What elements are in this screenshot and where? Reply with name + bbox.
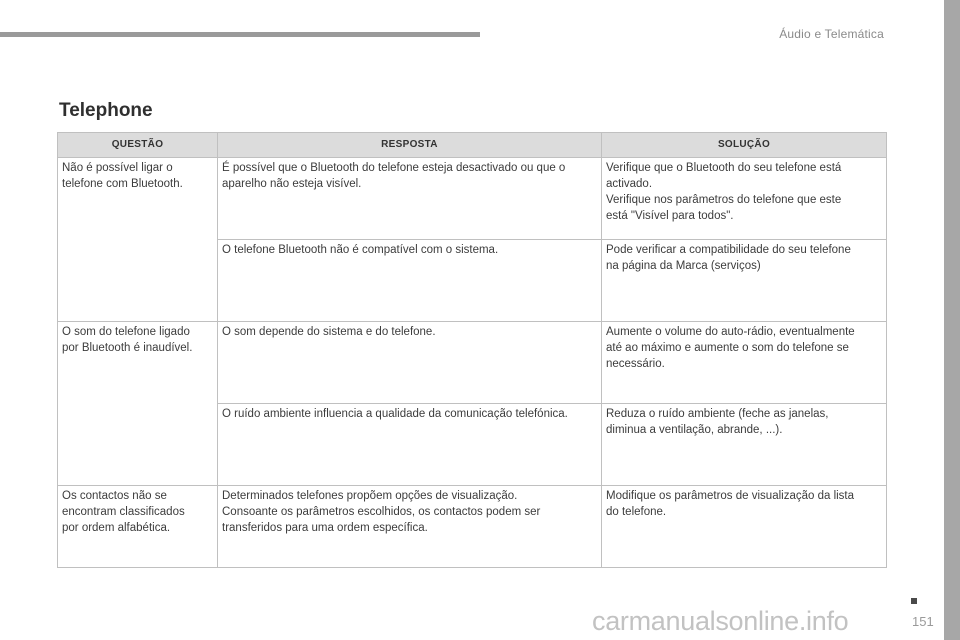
answer-cell [218, 240, 602, 322]
solution-line: diminua a ventilação, abrande, ...). [606, 424, 783, 436]
question-cell [58, 486, 218, 568]
solution-line: do telefone. [606, 506, 667, 518]
troubleshooting-table [57, 132, 887, 568]
solution-cell [602, 158, 887, 240]
column-header-answer: RESPOSTA [218, 133, 602, 158]
watermark: carmanualsonline.info [592, 606, 849, 636]
solution-line: Verifique nos parâmetros do telefone que este [606, 194, 842, 206]
solution-line: Pode verificar a compatibilidade do seu telefone [606, 244, 851, 256]
table-row [58, 158, 887, 240]
question-line: O som do telefone ligado [62, 326, 190, 338]
answer-cell [218, 486, 602, 568]
question-line: Os contactos não se [62, 490, 167, 502]
question-line: encontram classificados [62, 506, 185, 518]
solution-cell [602, 486, 887, 568]
table-row [58, 486, 887, 568]
solution-line: está "Visível para todos". [606, 210, 734, 222]
header-bar [0, 32, 480, 37]
answer-line: transferidos para uma ordem específica. [222, 522, 428, 534]
question-line: telefone com Bluetooth. [62, 178, 183, 190]
column-header-solution: SOLUÇÃO [602, 133, 887, 158]
answer-line: Determinados telefones propõem opções de visualização. [222, 490, 518, 502]
solution-cell [602, 404, 887, 486]
solution-line: Verifique que o Bluetooth do seu telefone está [606, 162, 842, 174]
page-number: 151 [912, 614, 934, 629]
question-line: por Bluetooth é inaudível. [62, 342, 193, 354]
question-cell [58, 158, 218, 322]
question-line: por ordem alfabética. [62, 522, 171, 534]
answer-line: Consoante os parâmetros escolhidos, os contactos podem ser [222, 506, 541, 518]
answer-line: O som depende do sistema e do telefone. [222, 326, 436, 338]
answer-cell [218, 404, 602, 486]
answer-line: aparelho não esteja visível. [222, 178, 362, 190]
section-title: Áudio e Telemática [779, 27, 884, 41]
column-header-question: QUESTÃO [58, 133, 218, 158]
solution-line: Aumente o volume do auto-rádio, eventualmente [606, 326, 855, 338]
solution-line: até ao máximo e aumente o som do telefone se [606, 342, 849, 354]
answer-cell [218, 322, 602, 404]
solution-line: Reduza o ruído ambiente (feche as janelas, [606, 408, 829, 420]
solution-line: necessário. [606, 358, 665, 370]
question-cell [58, 322, 218, 486]
answer-line: É possível que o Bluetooth do telefone esteja desactivado ou que o [222, 162, 566, 174]
question-line: Não é possível ligar o [62, 162, 173, 174]
answer-line: O ruído ambiente influencia a qualidade da comunicação telefónica. [222, 408, 568, 420]
solution-cell [602, 240, 887, 322]
answer-line: O telefone Bluetooth não é compatível com o sistema. [222, 244, 499, 256]
page-marker [911, 598, 917, 604]
solution-line: na página da Marca (serviços) [606, 260, 761, 272]
solution-cell [602, 322, 887, 404]
solution-line: activado. [606, 178, 653, 190]
page-title: Telephone [59, 100, 153, 121]
solution-line: Modifique os parâmetros de visualização da lista [606, 490, 855, 502]
answer-cell [218, 158, 602, 240]
table-row [58, 322, 887, 404]
side-stripe [944, 0, 960, 640]
table-header-row [58, 133, 887, 158]
